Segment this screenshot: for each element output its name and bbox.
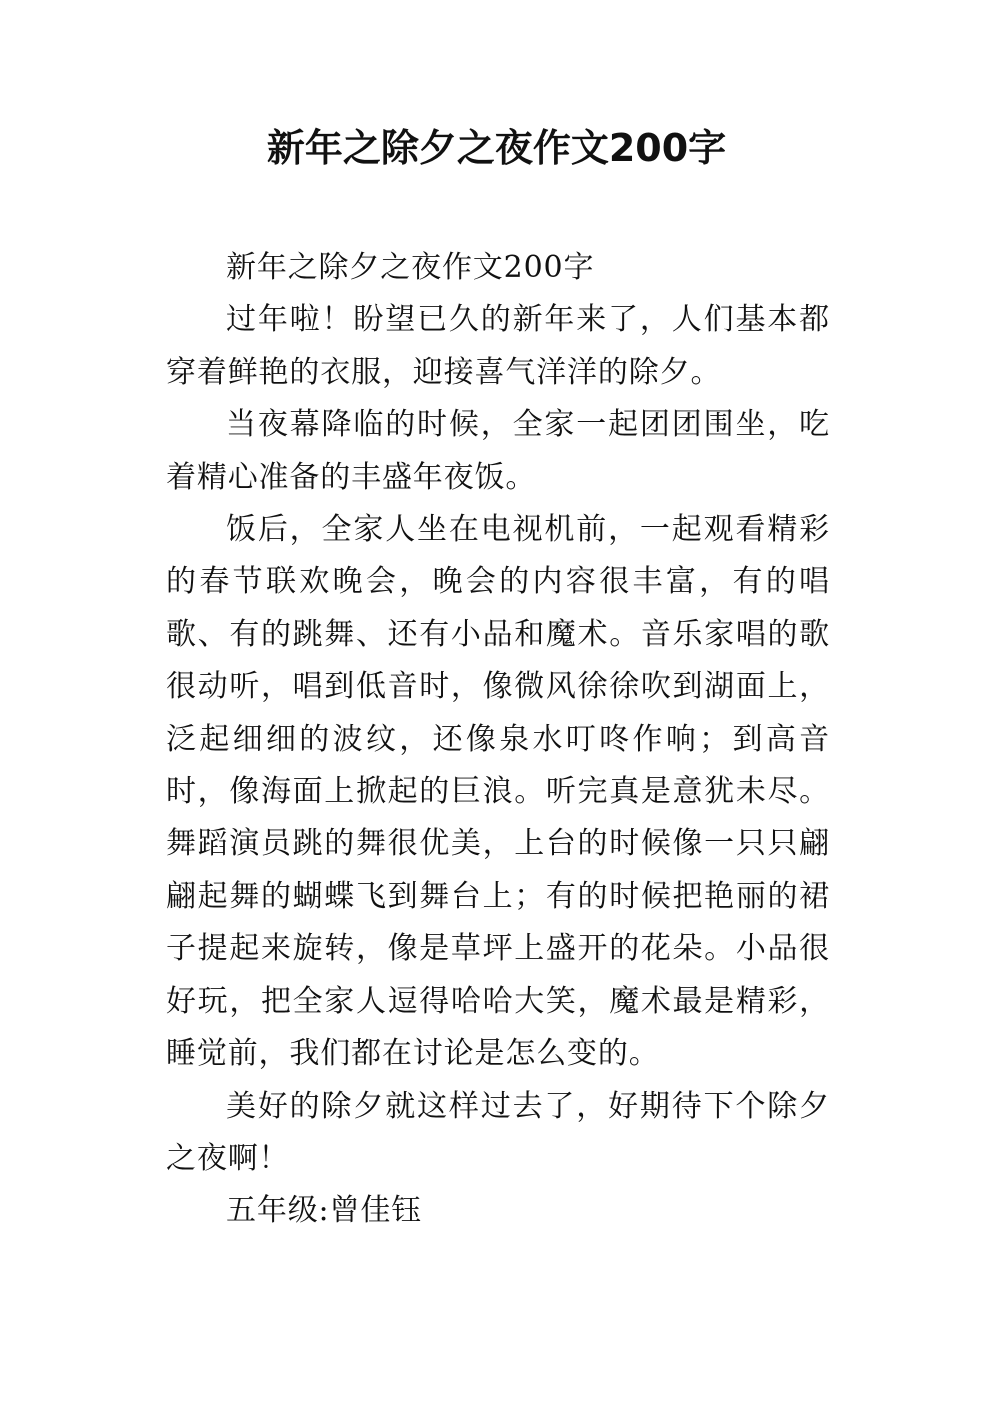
paragraph-dinner: 当夜幕降临的时候，全家一起团团围坐，吃着精心准备的丰盛年夜饭。 [166,407,830,495]
paragraph-gala: 饭后，全家人坐在电视机前，一起观看精彩的春节联欢晚会，晚会的内容很丰富，有的唱歌、有的跳舞、还有小品和魔术。音乐家唱的歌很动听，唱到低音时，像微风徐徐吹到湖面上，泛起细细的波纹，还像泉水叮咚作响；到高音时，像海面上掀起的巨浪。听完真是意犹未尽。舞蹈演员跳的舞很优美，上台的时候像一只只翩翩起舞的蝴蝶飞到舞台上；有的时候把艳丽的裙子提起来旋转，像是草坪上盛开的花朵。小品很好玩，把全家人逗得哈哈大笑，魔术最是精彩，睡觉前，我们都在讨论是怎么变的。 [166,512,830,1072]
paragraph-subtitle: 新年之除夕之夜作文200字 [226,250,595,285]
paragraph-intro: 过年啦！盼望已久的新年来了，人们基本都穿着鲜艳的衣服，迎接喜气洋洋的除夕。 [166,302,830,390]
paragraph-ending: 美好的除夕就这样过去了，好期待下个除夕之夜啊！ [166,1088,830,1176]
author-line: 五年级:曾佳钰 [226,1193,423,1229]
document-body [166,242,830,1238]
document-title: 新年之除夕之夜作文200字 [266,126,727,170]
